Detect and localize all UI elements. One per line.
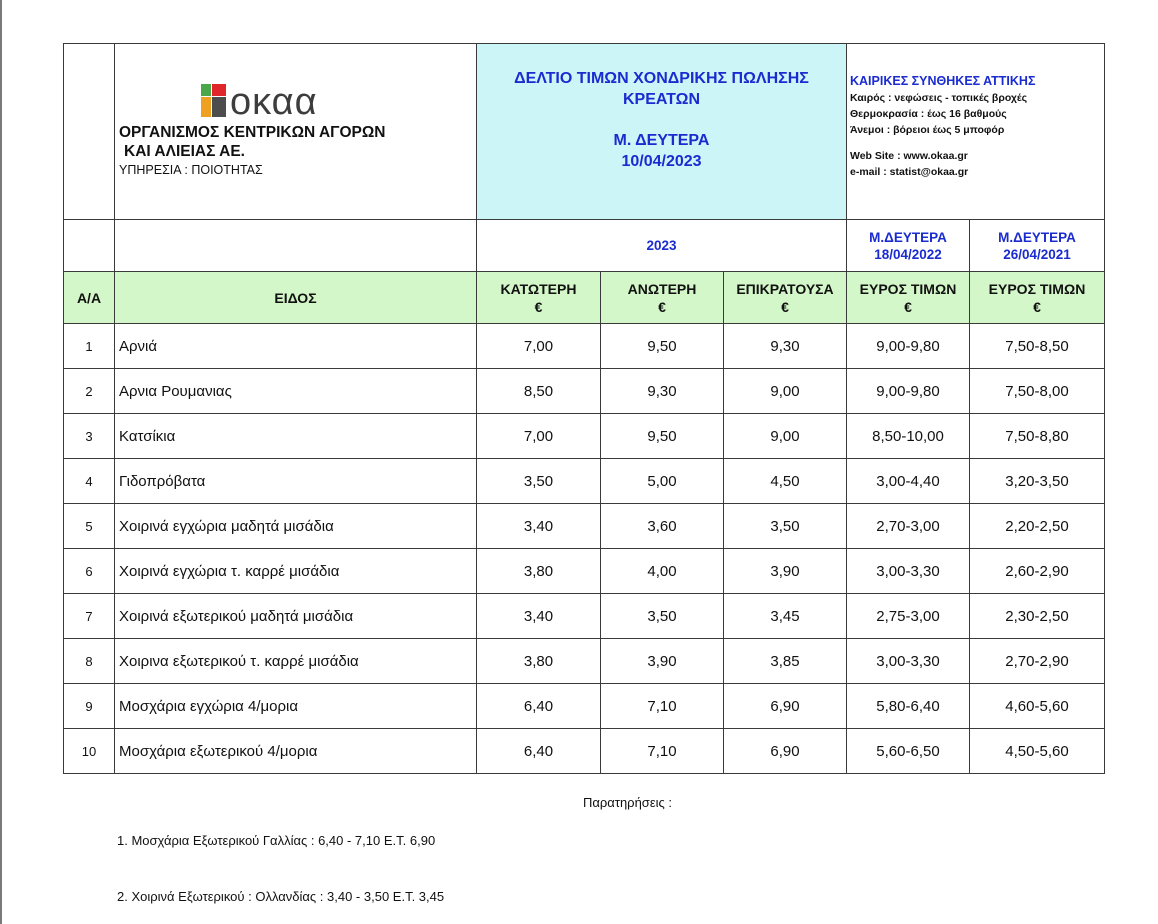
- price-high: 4,00: [601, 549, 724, 594]
- weather-title: ΚΑΙΡΙΚΕΣ ΣΥΝΘΗΚΕΣ ΑΤΤΙΚΗΣ: [850, 74, 1036, 88]
- price-range-2021: 3,20-3,50: [970, 459, 1105, 504]
- row-number: 4: [64, 459, 115, 504]
- organization-cell: [115, 44, 477, 220]
- price-low: 7,00: [477, 324, 601, 369]
- note-item: 2. Χοιρινά Εξωτερικού : Ολλανδίας : 3,40 - 3,50 Ε.Τ. 3,45: [117, 889, 445, 904]
- price-high: 9,50: [601, 324, 724, 369]
- row-number: 7: [64, 594, 115, 639]
- subheader-row: [64, 220, 1105, 272]
- price-high: 9,50: [601, 414, 724, 459]
- column-header-aa: Α/Α: [64, 272, 115, 324]
- price-prevailing: 4,50: [724, 459, 847, 504]
- table-row: [64, 414, 1105, 459]
- price-high: 9,30: [601, 369, 724, 414]
- price-prevailing: 3,90: [724, 549, 847, 594]
- column-header-prevailing: ΕΠΙΚΡΑΤΟΥΣΑ €: [724, 272, 847, 324]
- price-range-2022: 3,00-3,30: [847, 549, 970, 594]
- price-high: 3,50: [601, 594, 724, 639]
- price-low: 8,50: [477, 369, 601, 414]
- weather-cell: [847, 44, 1105, 220]
- row-number: 3: [64, 414, 115, 459]
- table-row: [64, 459, 1105, 504]
- price-range-2022: 5,60-6,50: [847, 729, 970, 774]
- item-name: Χοιρινά εξωτερικού μαδητά μισάδια: [115, 594, 477, 639]
- price-prevailing: 3,50: [724, 504, 847, 549]
- column-header-row: [64, 272, 1105, 324]
- prev-day-label: Μ.ΔΕΥΤΕΡΑ: [869, 229, 947, 245]
- price-range-2022: 5,80-6,40: [847, 684, 970, 729]
- item-name: Αρνια Ρουμανιας: [115, 369, 477, 414]
- prev-date-label: 26/04/2021: [1003, 246, 1071, 262]
- notes-title: Παρατηρήσεις :: [583, 795, 673, 810]
- item-name: Χοιρινα εξωτερικού τ. καρρέ μισάδια: [115, 639, 477, 684]
- item-name: Αρνιά: [115, 324, 477, 369]
- price-range-2022: 9,00-9,80: [847, 324, 970, 369]
- item-name: Μοσχάρια εξωτερικού 4/μορια: [115, 729, 477, 774]
- prev-day-label: Μ.ΔΕΥΤΕΡΑ: [998, 229, 1076, 245]
- price-low: 3,80: [477, 639, 601, 684]
- item-name: Χοιρινά εγχώρια μαδητά μισάδια: [115, 504, 477, 549]
- table-row: [64, 729, 1105, 774]
- price-range-2021: 4,50-5,60: [970, 729, 1105, 774]
- price-low: 7,00: [477, 414, 601, 459]
- row-number: 8: [64, 639, 115, 684]
- header-empty-cell: [64, 44, 115, 220]
- price-prevailing: 3,45: [724, 594, 847, 639]
- logo-text: οκαα: [230, 81, 318, 123]
- prev-date-label: 18/04/2022: [874, 246, 942, 262]
- price-low: 6,40: [477, 684, 601, 729]
- table-row: [64, 549, 1105, 594]
- price-low: 3,50: [477, 459, 601, 504]
- price-range-2022: 3,00-3,30: [847, 639, 970, 684]
- price-prevailing: 6,90: [724, 729, 847, 774]
- price-prevailing: 6,90: [724, 684, 847, 729]
- column-header-range-2021: ΕΥΡΟΣ ΤΙΜΩΝ €: [970, 272, 1105, 324]
- item-name: Γιδοπρόβατα: [115, 459, 477, 504]
- price-prevailing: 9,00: [724, 369, 847, 414]
- price-range-2021: 4,60-5,60: [970, 684, 1105, 729]
- column-header-range-2022: ΕΥΡΟΣ ΤΙΜΩΝ €: [847, 272, 970, 324]
- price-range-2021: 2,70-2,90: [970, 639, 1105, 684]
- row-number: 6: [64, 549, 115, 594]
- price-low: 3,40: [477, 594, 601, 639]
- price-high: 3,60: [601, 504, 724, 549]
- price-range-2022: 3,00-4,40: [847, 459, 970, 504]
- prev-year-2021-cell: [970, 220, 1105, 272]
- organization-name-line2: ΚΑΙ ΑΛΙΕΙΑΣ ΑΕ.: [124, 143, 245, 160]
- bulletin-title-cell: [477, 44, 847, 220]
- bulletin-title-line1: ΔΕΛΤΙΟ ΤΙΜΩΝ ΧΟΝΔΡΙΚΗΣ ΠΩΛΗΣΗΣ: [514, 70, 809, 87]
- weather-line: Καιρός : νεφώσεις - τοπικές βροχές: [850, 92, 1028, 104]
- email-text: e-mail : statist@okaa.gr: [850, 166, 969, 178]
- price-high: 5,00: [601, 459, 724, 504]
- bulletin-day: Μ. ΔΕΥΤΕΡΑ: [613, 132, 710, 149]
- price-range-2022: 8,50-10,00: [847, 414, 970, 459]
- row-number: 10: [64, 729, 115, 774]
- page-edge-line: [0, 0, 2, 924]
- price-range-2021: 7,50-8,80: [970, 414, 1105, 459]
- table-row: [64, 504, 1105, 549]
- price-rows: [64, 324, 1105, 774]
- table-row: [64, 639, 1105, 684]
- item-name: Κατσίκια: [115, 414, 477, 459]
- price-prevailing: 9,00: [724, 414, 847, 459]
- price-range-2021: 7,50-8,50: [970, 324, 1105, 369]
- column-header-high: ΑΝΩΤΕΡΗ €: [601, 272, 724, 324]
- weather-line: Θερμοκρασία : έως 16 βαθμούς: [850, 108, 1007, 120]
- table-row: [64, 324, 1105, 369]
- row-number: 2: [64, 369, 115, 414]
- price-low: 6,40: [477, 729, 601, 774]
- note-item: 1. Μοσχάρια Εξωτερικού Γαλλίας : 6,40 - 7,10 Ε.Τ. 6,90: [117, 833, 436, 848]
- price-low: 3,80: [477, 549, 601, 594]
- organization-service: ΥΠΗΡΕΣΙΑ : ΠΟΙΟΤΗΤΑΣ: [119, 163, 263, 177]
- item-name: Μοσχάρια εγχώρια 4/μορια: [115, 684, 477, 729]
- price-range-2021: 7,50-8,00: [970, 369, 1105, 414]
- price-high: 3,90: [601, 639, 724, 684]
- logo-mark-icon: [201, 84, 226, 117]
- price-range-2021: 2,30-2,50: [970, 594, 1105, 639]
- price-high: 7,10: [601, 684, 724, 729]
- table-row: [64, 369, 1105, 414]
- row-number: 1: [64, 324, 115, 369]
- bulletin-title-line2: ΚΡΕΑΤΩΝ: [623, 91, 700, 108]
- subheader-empty-cell: [115, 220, 477, 272]
- item-name: Χοιρινά εγχώρια τ. καρρέ μισάδια: [115, 549, 477, 594]
- price-range-2022: 9,00-9,80: [847, 369, 970, 414]
- price-prevailing: 9,30: [724, 324, 847, 369]
- row-number: 9: [64, 684, 115, 729]
- prev-year-2022-cell: [847, 220, 970, 272]
- website-text: Web Site : www.okaa.gr: [850, 150, 968, 162]
- year-label: 2023: [477, 220, 847, 272]
- table-row: [64, 684, 1105, 729]
- price-range-2022: 2,75-3,00: [847, 594, 970, 639]
- subheader-empty-cell: [64, 220, 115, 272]
- price-range-2021: 2,60-2,90: [970, 549, 1105, 594]
- price-high: 7,10: [601, 729, 724, 774]
- row-number: 5: [64, 504, 115, 549]
- okaa-logo: [201, 81, 476, 123]
- price-bulletin-table: [63, 43, 1105, 774]
- organization-name-line1: ΟΡΓΑΝΙΣΜΟΣ ΚΕΝΤΡΙΚΩΝ ΑΓΟΡΩΝ: [119, 124, 386, 141]
- column-header-low: ΚΑΤΩΤΕΡΗ €: [477, 272, 601, 324]
- column-header-item: ΕΙΔΟΣ: [115, 272, 477, 324]
- price-low: 3,40: [477, 504, 601, 549]
- price-range-2021: 2,20-2,50: [970, 504, 1105, 549]
- price-range-2022: 2,70-3,00: [847, 504, 970, 549]
- price-prevailing: 3,85: [724, 639, 847, 684]
- weather-line: Άνεμοι : βόρειοι έως 5 μποφόρ: [850, 124, 1005, 136]
- header-row: [64, 44, 1105, 220]
- table-row: [64, 594, 1105, 639]
- bulletin-date: 10/04/2023: [621, 153, 702, 170]
